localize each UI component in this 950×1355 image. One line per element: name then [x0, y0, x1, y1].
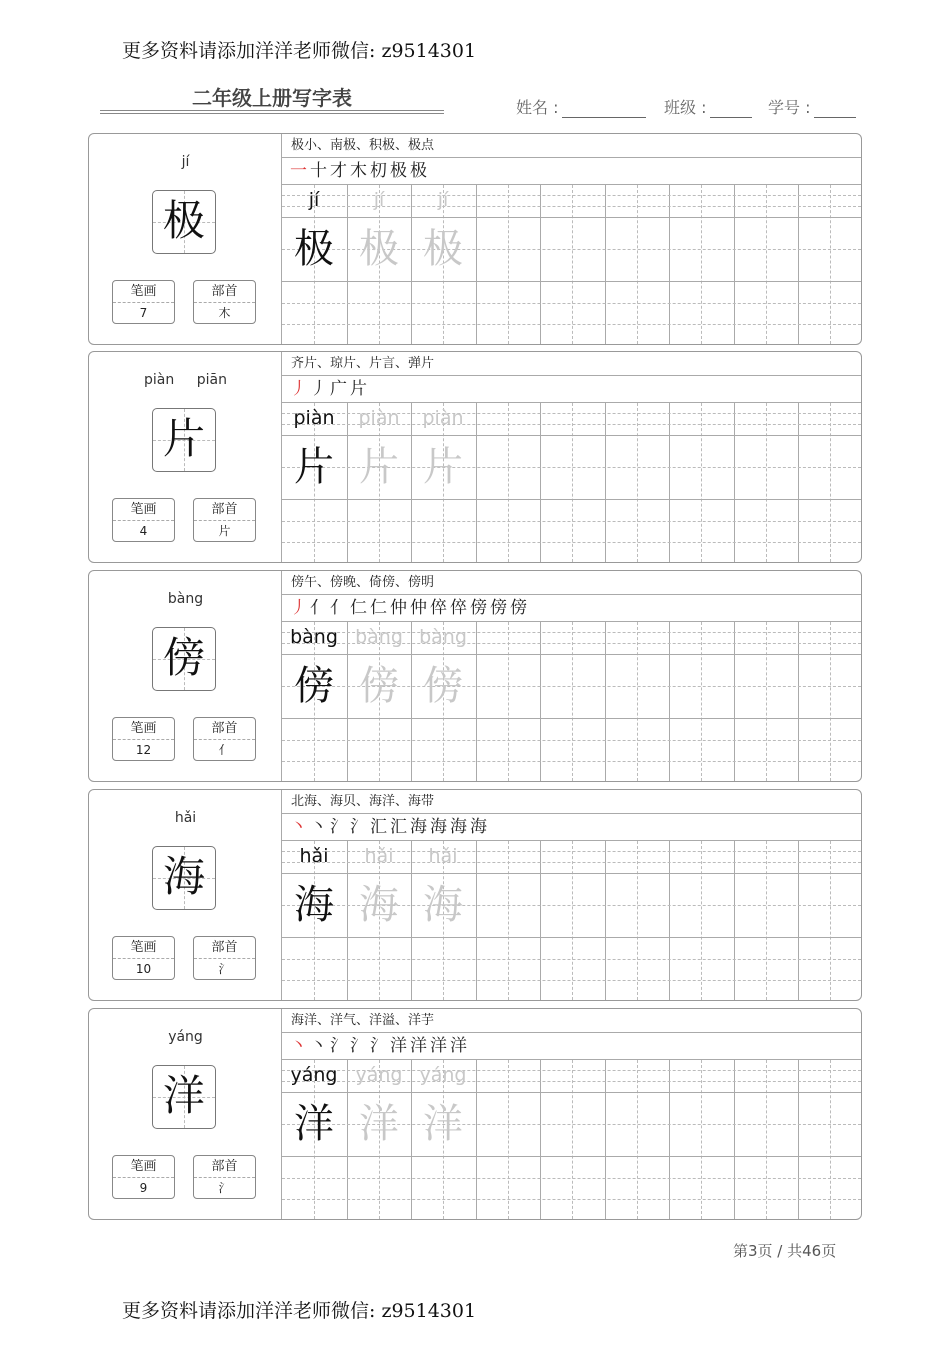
trace-pinyin: piàn [358, 407, 400, 429]
stroke-order-step: 傍 [470, 598, 487, 618]
trace-character: 洋 [359, 1101, 399, 1147]
radical-box [193, 1155, 256, 1199]
trace-character: 片 [359, 444, 399, 490]
grid-column-line [798, 841, 799, 1000]
radical-value: 亻 [218, 743, 231, 757]
grid-center-line [766, 622, 767, 781]
stroke-count-box [112, 936, 175, 980]
word-examples: 海洋、洋气、洋溢、洋芋 [282, 1009, 861, 1033]
practice-pinyin: jí [308, 189, 320, 211]
trace-character: 海 [359, 882, 399, 928]
character-info-panel [89, 1009, 282, 1219]
stroke-order-step: 氵 [350, 817, 367, 837]
promo-text-top: 更多资料请添加洋洋老师微信: z9514301 [122, 40, 477, 62]
radical-value: 木 [218, 306, 231, 320]
grid-center-line [701, 185, 702, 344]
stroke-order-step: 亻 [310, 598, 327, 618]
grid-column-line [734, 185, 735, 344]
grid-column-line [540, 622, 541, 781]
stroke-count-label: 笔画 [113, 718, 174, 740]
radical-label: 部首 [194, 499, 255, 521]
grid-column-line [605, 185, 606, 344]
grid-column-line [669, 185, 670, 344]
stroke-order-step: 洋 [390, 1036, 407, 1056]
grid-center-line [701, 1060, 702, 1219]
radical-value: 氵 [218, 962, 231, 976]
grid-column-line [605, 1060, 606, 1219]
student-no-label: 学号 : [768, 98, 811, 117]
stroke-count-value: 7 [139, 306, 148, 320]
practice-grid[interactable] [282, 185, 861, 344]
character-card [88, 133, 862, 345]
character-card [88, 1008, 862, 1220]
stroke-order-row [282, 814, 861, 841]
trace-pinyin: bàng [355, 626, 403, 648]
stroke-order-step: 氵 [370, 1036, 387, 1056]
grid-center-line [637, 622, 638, 781]
grid-guide-line [282, 542, 861, 543]
grid-guide-line [282, 1178, 861, 1179]
character-info-panel [89, 134, 282, 344]
stroke-order-step: 傍 [490, 598, 507, 618]
grid-column-line [540, 403, 541, 562]
practice-grid[interactable] [282, 403, 861, 562]
stroke-order-step: 氵 [330, 1036, 347, 1056]
trace-pinyin: jí [373, 189, 385, 211]
grid-center-line [572, 622, 573, 781]
stroke-order-step: 海 [410, 817, 427, 837]
student-no-field[interactable] [768, 95, 856, 118]
stroke-order-row [282, 376, 861, 403]
practice-character: 海 [294, 882, 334, 928]
trace-character: 海 [423, 882, 463, 928]
stroke-order-step: 汇 [390, 817, 407, 837]
grid-column-line [798, 622, 799, 781]
radical-label: 部首 [194, 1156, 255, 1178]
practice-pinyin: yáng [290, 1064, 338, 1086]
stroke-order-step: 海 [470, 817, 487, 837]
grid-column-line [798, 1060, 799, 1219]
stroke-order-step: 仁 [350, 598, 367, 618]
word-examples: 北海、海贝、海洋、海带 [282, 790, 861, 814]
grid-column-line [540, 185, 541, 344]
trace-pinyin: jí [437, 189, 449, 211]
radical-box [193, 936, 256, 980]
page-number: 第3页 / 共46页 [733, 1242, 837, 1260]
grid-column-line [734, 1060, 735, 1219]
name-input-line[interactable] [562, 103, 646, 118]
model-character: 片 [162, 414, 205, 463]
stroke-order-step: 仲 [390, 598, 407, 618]
grid-column-line [798, 403, 799, 562]
stroke-order-step: 倅 [430, 598, 447, 618]
character-pinyin: hǎi [174, 810, 197, 826]
grid-center-line [830, 1060, 831, 1219]
grid-guide-line [282, 740, 861, 741]
character-card [88, 351, 862, 563]
trace-character: 傍 [423, 663, 463, 709]
character-pinyin: jí [181, 154, 190, 170]
trace-character: 片 [423, 444, 463, 490]
practice-character: 洋 [294, 1101, 334, 1147]
grid-guide-line [282, 959, 861, 960]
stroke-order-step: 氵 [330, 817, 347, 837]
grid-column-line [798, 185, 799, 344]
trace-pinyin: piàn [422, 407, 464, 429]
model-character: 海 [162, 852, 205, 901]
practice-grid[interactable] [282, 1060, 861, 1219]
trace-pinyin: yáng [355, 1064, 403, 1086]
radical-label: 部首 [194, 281, 255, 303]
grid-center-line [637, 1060, 638, 1219]
stroke-order-step: 傍 [510, 598, 527, 618]
trace-pinyin: hǎi [364, 845, 394, 867]
class-input-line[interactable] [710, 103, 752, 118]
character-info-panel [89, 352, 282, 562]
stroke-order-step: 仲 [410, 598, 427, 618]
grid-column-line [669, 1060, 670, 1219]
grid-column-line [605, 622, 606, 781]
practice-pinyin: piàn [293, 407, 335, 429]
stroke-order-step: 亻 [330, 598, 347, 618]
stroke-order-step: 丶 [290, 1036, 307, 1056]
stroke-order-step: 丶 [310, 1036, 327, 1056]
stroke-count-label: 笔画 [113, 499, 174, 521]
grid-center-line [830, 622, 831, 781]
grid-column-line [669, 403, 670, 562]
grid-column-line [669, 841, 670, 1000]
grid-row-line [282, 281, 861, 282]
radical-box [193, 717, 256, 761]
radical-box [193, 280, 256, 324]
practice-pinyin: hǎi [299, 845, 329, 867]
grid-column-line [476, 403, 477, 562]
word-examples: 齐片、琼片、片言、弹片 [282, 352, 861, 376]
grid-center-line [572, 185, 573, 344]
character-model-box [152, 846, 216, 910]
model-character: 洋 [162, 1071, 205, 1120]
stroke-order-step: 洋 [430, 1036, 447, 1056]
name-field[interactable] [516, 95, 646, 118]
stroke-count-box [112, 280, 175, 324]
practice-grid[interactable] [282, 622, 861, 781]
stroke-order-step: 朷 [370, 161, 387, 181]
grid-center-line [508, 1060, 509, 1219]
stroke-order-row [282, 595, 861, 622]
radical-value: 片 [218, 524, 231, 538]
grid-row-line [282, 1156, 861, 1157]
stroke-order-step: 汇 [370, 817, 387, 837]
grid-center-line [637, 841, 638, 1000]
grid-center-line [637, 185, 638, 344]
grid-column-line [734, 622, 735, 781]
stroke-count-box [112, 717, 175, 761]
stroke-order-step: 丿 [310, 379, 327, 399]
grid-center-line [637, 403, 638, 562]
stroke-order-step: 海 [450, 817, 467, 837]
grid-column-line [476, 622, 477, 781]
grid-guide-line [282, 521, 861, 522]
grid-center-line [766, 185, 767, 344]
stroke-order-row [282, 1033, 861, 1060]
character-model-box [152, 1065, 216, 1129]
stroke-count-value: 4 [139, 524, 148, 538]
trace-character: 洋 [423, 1101, 463, 1147]
radical-box [193, 498, 256, 542]
radical-value: 氵 [218, 1181, 231, 1195]
stroke-order-step: 极 [390, 161, 407, 181]
practice-character: 极 [294, 226, 334, 272]
grid-center-line [701, 841, 702, 1000]
stroke-order-step: 丶 [310, 817, 327, 837]
grid-column-line [734, 841, 735, 1000]
character-model-box [152, 408, 216, 472]
grid-column-line [540, 841, 541, 1000]
grid-center-line [701, 622, 702, 781]
trace-pinyin: bàng [419, 626, 467, 648]
grid-center-line [830, 403, 831, 562]
title-underline-2 [100, 113, 444, 114]
model-character: 极 [162, 196, 205, 245]
grid-center-line [572, 1060, 573, 1219]
stroke-order-step: 才 [330, 161, 347, 181]
character-card [88, 789, 862, 1001]
stroke-order-step: 十 [310, 161, 327, 181]
grid-center-line [508, 185, 509, 344]
stroke-count-label: 笔画 [113, 937, 174, 959]
trace-character: 极 [423, 226, 463, 272]
character-card [88, 570, 862, 782]
stroke-order-step: 极 [410, 161, 427, 181]
sheet-title: 二年级上册写字表 [192, 86, 352, 110]
stroke-order-step: 倅 [450, 598, 467, 618]
trace-pinyin: yáng [419, 1064, 467, 1086]
grid-column-line [605, 403, 606, 562]
class-label: 班级 : [664, 98, 707, 117]
grid-guide-line [282, 303, 861, 304]
stroke-order-step: 丶 [290, 817, 307, 837]
character-pinyin: bàng [167, 591, 204, 607]
grid-row-line [282, 499, 861, 500]
character-pinyin: piàn piān [144, 372, 227, 388]
grid-center-line [572, 403, 573, 562]
promo-text-bottom: 更多资料请添加洋洋老师微信: z9514301 [122, 1300, 477, 1322]
stroke-count-value: 12 [135, 743, 152, 757]
word-examples: 极小、南极、积极、极点 [282, 134, 861, 158]
character-model-box [152, 190, 216, 254]
grid-center-line [766, 1060, 767, 1219]
grid-guide-line [282, 980, 861, 981]
practice-character: 傍 [294, 663, 334, 709]
model-character: 傍 [162, 633, 205, 682]
practice-character: 片 [294, 444, 334, 490]
character-info-panel [89, 571, 282, 781]
stroke-order-step: 丿 [290, 379, 307, 399]
grid-center-line [572, 841, 573, 1000]
grid-center-line [830, 185, 831, 344]
title-underline [100, 110, 444, 111]
grid-column-line [540, 1060, 541, 1219]
grid-column-line [669, 622, 670, 781]
stroke-order-step: 一 [290, 161, 307, 181]
grid-center-line [508, 841, 509, 1000]
grid-center-line [830, 841, 831, 1000]
grid-guide-line [282, 761, 861, 762]
name-label: 姓名 : [516, 98, 559, 117]
grid-column-line [476, 185, 477, 344]
stroke-order-step: 海 [430, 817, 447, 837]
stroke-count-label: 笔画 [113, 281, 174, 303]
grid-guide-line [282, 324, 861, 325]
grid-center-line [766, 403, 767, 562]
grid-row-line [282, 937, 861, 938]
character-pinyin: yáng [168, 1029, 203, 1045]
stroke-count-value: 9 [139, 1181, 148, 1195]
grid-column-line [734, 403, 735, 562]
radical-label: 部首 [194, 937, 255, 959]
grid-center-line [508, 403, 509, 562]
stroke-order-step: 广 [330, 379, 347, 399]
stroke-order-step: 洋 [450, 1036, 467, 1056]
stroke-count-label: 笔画 [113, 1156, 174, 1178]
stroke-order-step: 木 [350, 161, 367, 181]
practice-grid[interactable] [282, 841, 861, 1000]
character-info-panel [89, 790, 282, 1000]
stroke-order-step: 洋 [410, 1036, 427, 1056]
stroke-order-step: 丿 [290, 598, 307, 618]
stroke-order-step: 仁 [370, 598, 387, 618]
grid-row-line [282, 718, 861, 719]
grid-column-line [605, 841, 606, 1000]
stroke-count-box [112, 1155, 175, 1199]
grid-column-line [476, 841, 477, 1000]
stroke-order-step: 片 [350, 379, 367, 399]
word-examples: 傍午、傍晚、倚傍、傍明 [282, 571, 861, 595]
practice-pinyin: bàng [290, 626, 338, 648]
stroke-order-row [282, 158, 861, 185]
stroke-count-value: 10 [135, 962, 152, 976]
trace-character: 傍 [359, 663, 399, 709]
trace-pinyin: hǎi [428, 845, 458, 867]
student-no-input-line[interactable] [814, 103, 856, 118]
radical-label: 部首 [194, 718, 255, 740]
grid-center-line [508, 622, 509, 781]
grid-center-line [766, 841, 767, 1000]
stroke-order-step: 氵 [350, 1036, 367, 1056]
grid-center-line [701, 403, 702, 562]
class-field[interactable] [664, 95, 752, 118]
character-model-box [152, 627, 216, 691]
stroke-count-box [112, 498, 175, 542]
grid-column-line [476, 1060, 477, 1219]
grid-guide-line [282, 1199, 861, 1200]
trace-character: 极 [359, 226, 399, 272]
